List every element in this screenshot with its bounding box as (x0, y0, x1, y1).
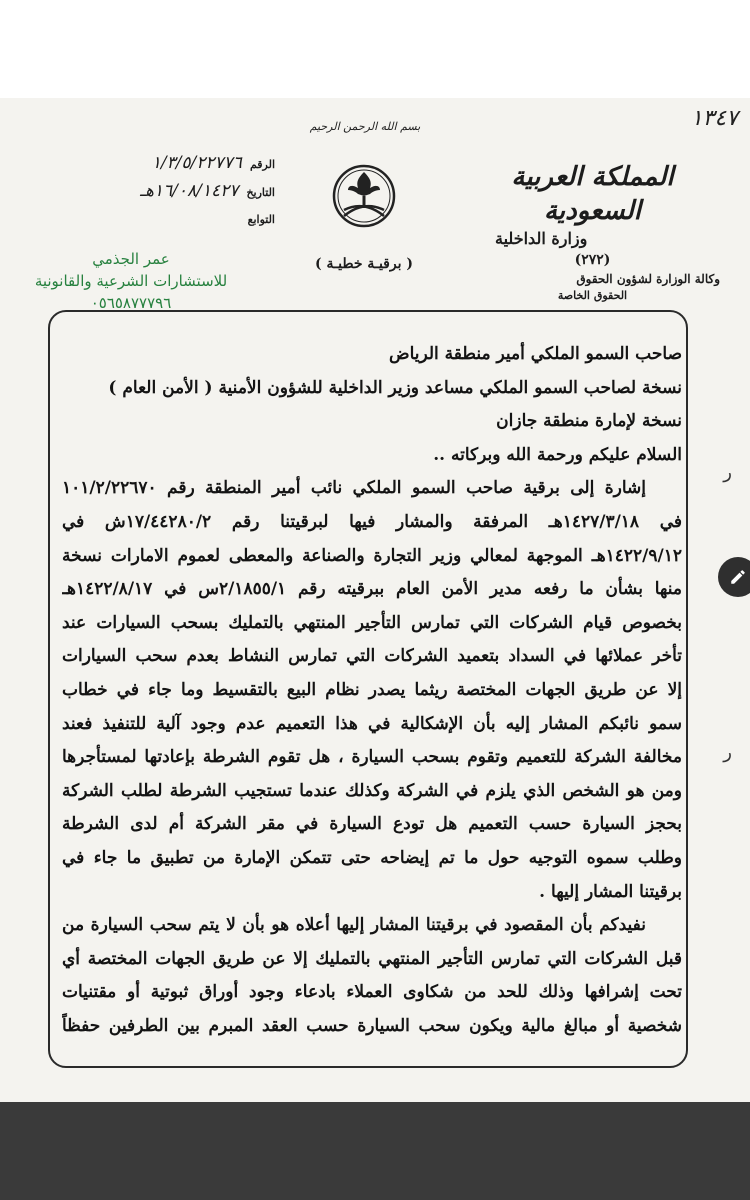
attachments-row (40, 206, 275, 233)
text-line: شخصية أو مبالغ مالية ويكون سحب السيارة حسب العقد المبرم بين الطرفين حفظاً (62, 1015, 682, 1036)
attachments-label: التوابع (247, 213, 275, 226)
addressee-line: صاحب السمو الملكي أمير منطقة الرياض (389, 344, 682, 364)
header-left (40, 150, 275, 233)
top-band (0, 0, 750, 98)
department-name: الحقوق الخاصة (557, 289, 628, 302)
copy-line: نسخة لصاحب السمو الملكي مساعد وزير الداخلية للشؤون الأمنية ( الأمن العام ) (108, 377, 682, 398)
kingdom-title: المملكة العربية السعودية (511, 162, 674, 226)
number-value: ١/٣/٥/٢٢٧٧٦ (151, 153, 242, 173)
greeting-line: السلام عليكم ورحمة الله وبركاته .. (433, 444, 682, 465)
text-line: وطلب سموه التوجيه حول ما تم إيضاحه حتى تتمكن الإمارة من تطبيق ما جاء في (62, 847, 682, 868)
corner-number: ١٣٤٧ (690, 106, 738, 131)
text-line: مخالفة الشركة للتعميم وتقوم بسحب السيارة ، هل تقوم الشرطة بإعادتها لمستأجرها (62, 747, 682, 768)
text-line: تأخر عملائها في السداد بتعميد الشركات التي تمارس النشاط بعدم سحب السيارات (62, 646, 682, 667)
date-row (40, 178, 275, 206)
emblem-icon (328, 160, 400, 240)
document-image (0, 98, 750, 1102)
margin-mark: ر (723, 462, 732, 483)
copy-line: نسخة لإمارة منطقة جازان (496, 411, 682, 432)
telegram-type: ( برقيـة خطيـة ) (315, 256, 413, 272)
text-line: في ١٤٢٧/٣/١٨هـ المرفقة والمشار فيها لبرقيتنا رقم ١٧/٤٤٢٨٠/٢ش في (62, 511, 682, 532)
text-line: ١٤٢٢/٩/١٢هـ الموجهة لمعالي وزير التجارة والصناعة والمعطى لعموم الامارات نسخة (62, 545, 682, 566)
text-line: منها بشأن ما رفعه مدير الأمن العام ببرقيته رقم ٢/١٨٥٥/١س في ١٤٢٢/٨/١٧هـ (62, 579, 682, 600)
pencil-icon (729, 568, 747, 586)
text-line: سمو نائبكم المشار إليه بأن الإشكالية في هذا التعميم عدم وجود آلية للتنفيذ فعند (62, 713, 682, 734)
letter-text (62, 338, 682, 1043)
margin-mark: ر (723, 742, 732, 763)
watermark-name: عمر الجذمي (92, 250, 170, 268)
date-value: ١٦/٠٨/١٤٢٧هـ (139, 181, 239, 201)
agency-name: وكالة الوزارة لشؤون الحقوق (576, 272, 720, 286)
text-line: إشارة إلى برقية صاحب السمو الملكي نائب أمير المنطقة رقم ١٠١/٢/٢٢٦٧٠ (62, 478, 646, 499)
ministry-code: (٢٧٢) (574, 252, 611, 268)
ministry-title: وزارة الداخلية (495, 229, 588, 248)
text-line: بخصوص قيام الشركات التي تمارس التأجير المنتهي بالتمليك بسحب السيارات عند (62, 612, 682, 633)
watermark-office: للاستشارات الشرعية والقانونية (34, 272, 228, 290)
watermark-phone: ٠٥٦٥٨٧٧٧٩٦ (90, 294, 172, 312)
edit-button[interactable] (718, 557, 750, 597)
text-line: برقيتنا المشار إليها . (539, 881, 682, 902)
text-line: ومن هو الشخص الذي يلزم في الشركة وكذلك عندما تستجيب الشرطة لطلب الشركة (62, 780, 682, 801)
bottom-band (0, 1102, 750, 1200)
header-right (465, 160, 720, 304)
basmala: بسم الله الرحمن الرحيم (309, 120, 421, 133)
text-line: إلا عن طريق الجهات المختصة ريثما يصدر نظام البيع بالتقسيط وما جاء في خطاب (62, 679, 682, 700)
text-line: نفيدكم بأن المقصود في برقيتنا المشار إليها أعلاه هو بأن لا يتم سحب السيارة من (62, 915, 646, 936)
number-label: الرقم (249, 158, 275, 171)
text-line: تحت إشرافها وذلك للحد من شكاوى العملاء بادعاء وجود أوراق ثبوتية أو مقتنيات (62, 982, 682, 1003)
text-line: قبل الشركات التي تمارس التأجير المنتهي بالتمليك إلا عن طريق الجهات المختصة أي (62, 948, 682, 969)
number-row (40, 150, 275, 178)
text-line: بحجز السيارة حسب التعميم هل تودع السيارة في مقر الشركة أم لدى الشرطة (62, 814, 682, 835)
date-label: التاريخ (246, 186, 275, 199)
watermark (0, 248, 262, 314)
